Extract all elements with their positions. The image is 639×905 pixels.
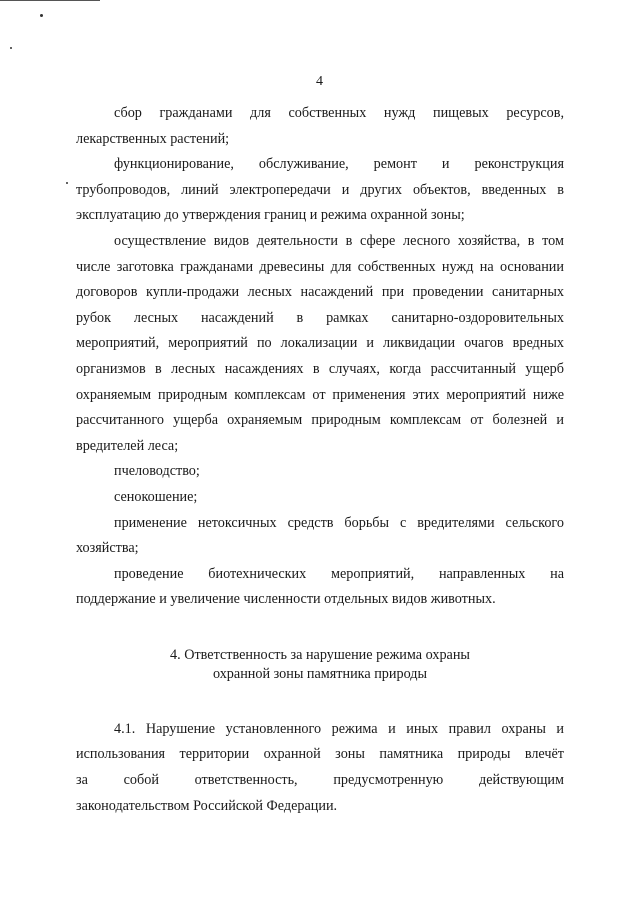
list-item-forestry (76, 229, 564, 459)
text-line: пчеловодство; (114, 463, 200, 480)
text-line: осуществление видов деятельности в сфере лесного хозяйства, в том (114, 232, 564, 249)
text-line: трубопроводов, линий электропередачи и других объектов, введенных в (76, 181, 564, 198)
scan-speck (66, 182, 68, 184)
section-title-line: охранной зоны памятника природы (212, 665, 428, 682)
text-line: вредителей леса; (76, 437, 179, 454)
section-heading (76, 646, 564, 684)
text-line: функционирование, обслуживание, ремонт и реконструкция (114, 156, 564, 173)
text-line: поддержание и увеличение численности отдельных видов животных. (76, 591, 496, 608)
list-item-biotechnical (76, 562, 564, 613)
text-line: рубок лесных насаждений в рамках санитарно-оздоровительных (76, 309, 564, 326)
text-line: сбор гражданами для собственных нужд пищевых ресурсов, (114, 105, 564, 121)
text-line: законодательством Российской Федерации. (76, 797, 338, 814)
text-line: 4.1. Нарушение установленного режима и иных правил охраны и (114, 720, 564, 737)
document-body (76, 101, 564, 819)
text-line: числе заготовка гражданами древесины для собственных нужд на основании (76, 258, 564, 275)
text-line: хозяйства; (76, 540, 139, 557)
list-item-beekeeping (76, 459, 564, 485)
text-line: рассчитанного ущерба охраняемым природным комплексам от болезней и (76, 412, 564, 429)
scan-edge-mark (0, 0, 100, 1)
text-line: договоров купли-продажи лесных насаждений при проведении санитарных (76, 284, 564, 301)
page-number: 4 (316, 74, 323, 89)
list-item-infrastructure (76, 152, 564, 229)
list-item-resources (76, 101, 564, 152)
text-line: эксплуатацию до утверждения границ и режима охранной зоны; (76, 207, 465, 224)
text-line: охраняемым природным комплексам от применения этих мероприятий ниже (76, 386, 564, 403)
list-item-pest-control (76, 511, 564, 562)
text-line: лекарственных растений; (76, 130, 230, 147)
text-line: за собой ответственность, предусмотренную действующим (76, 772, 564, 789)
scan-speck (40, 14, 43, 17)
scan-speck (10, 47, 12, 49)
text-line: использования территории охранной зоны памятника природы влечёт (76, 746, 564, 763)
text-line: проведение биотехнических мероприятий, направленных на (114, 565, 564, 582)
text-line: применение нетоксичных средств борьбы с вредителями сельского (114, 514, 564, 531)
list-item-haymaking (76, 485, 564, 511)
text-line: организмов в лесных насаждениях в случаях, когда рассчитанный ущерб (76, 360, 564, 377)
section-title-line: 4. Ответственность за нарушение режима охраны (170, 646, 470, 663)
text-line: мероприятий, мероприятий по локализации и ликвидации очагов вредных (76, 335, 564, 352)
text-line: сенокошение; (114, 488, 198, 505)
clause-4-1 (76, 717, 564, 819)
